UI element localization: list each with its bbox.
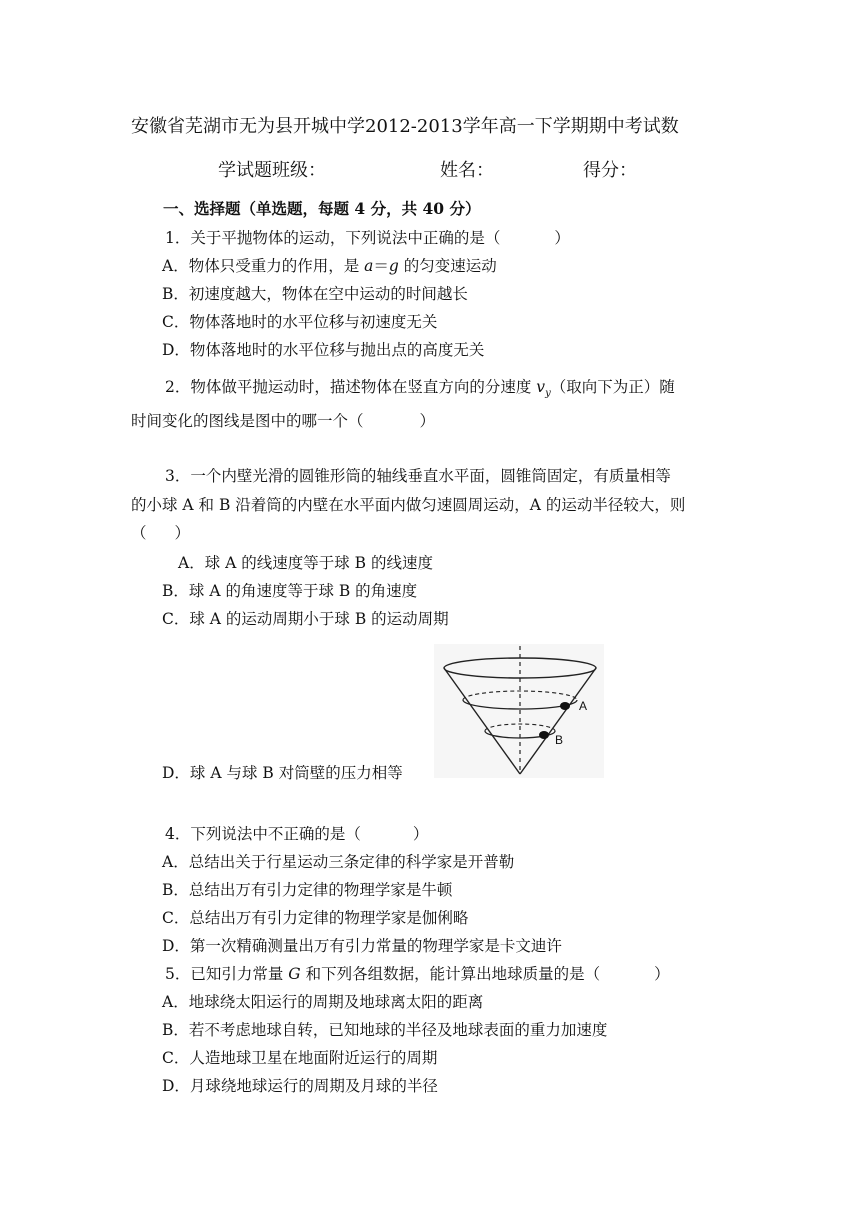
question-2-stem xyxy=(165,376,675,405)
option-text: A．物体只受重力的作用，是 xyxy=(162,257,365,275)
title-continuation: 学试题 xyxy=(218,160,272,181)
option-text: 的匀变速运动 xyxy=(398,257,497,275)
equals-sign: ＝ xyxy=(373,257,389,275)
cone-diagram xyxy=(434,644,604,778)
subscript-y: y xyxy=(545,388,551,400)
question-1-option-c: C．物体落地时的水平位移与初速度无关 xyxy=(162,313,438,331)
question-3-stem: 3．一个内壁光滑的圆锥形筒的轴线垂直水平面，圆锥筒固定，有质量相等 xyxy=(165,467,671,485)
question-stem-text: 1．关于平抛物体的运动，下列说法中正确的是（ xyxy=(165,229,501,247)
label-b: B xyxy=(555,733,564,747)
section-heading: 一、选择题（单选题，每题 4 分，共 40 分） xyxy=(163,199,481,218)
score-label: 得分： xyxy=(583,160,637,181)
paren-close: ） xyxy=(554,229,570,247)
question-4-option-a: A．总结出关于行星运动三条定律的科学家是开普勒 xyxy=(162,853,515,871)
question-1-option-a xyxy=(162,255,497,277)
question-stem-text: 2．物体做平抛运动时，描述物体在竖直方向的分速度 xyxy=(165,378,537,396)
question-5-option-a: A．地球绕太阳运行的周期及地球离太阳的距离 xyxy=(162,993,484,1011)
cone-figure xyxy=(434,644,604,778)
variable-v: v xyxy=(536,378,546,396)
question-stem-text: 和下列各组数据，能计算出地球质量的是（ xyxy=(300,965,601,983)
question-3-option-a: A．球 A 的线速度等于球 B 的线速度 xyxy=(178,554,433,572)
question-3-option-d: D．球 A 与球 B 对筒壁的压力相等 xyxy=(162,764,403,782)
question-5-option-c: C．人造地球卫星在地面附近运行的周期 xyxy=(162,1049,438,1067)
question-5-option-d: D．月球绕地球运行的周期及月球的半径 xyxy=(162,1077,438,1095)
paren-open: （ xyxy=(131,524,147,542)
name-label: 姓名： xyxy=(440,160,494,181)
variable-g-const: G xyxy=(288,965,301,983)
label-a: A xyxy=(579,699,588,713)
question-1-option-d: D．物体落地时的水平位移与抛出点的高度无关 xyxy=(162,341,485,359)
paren-close: ） xyxy=(654,965,670,983)
question-3-option-c: C．球 A 的运动周期小于球 B 的运动周期 xyxy=(162,610,449,628)
question-3-stem-line2: 的小球 A 和 B 沿着筒的内壁在水平面内做匀速圆周运动，A 的运动半径较大，则 xyxy=(131,496,686,514)
question-3-option-b: B．球 A 的角速度等于球 B 的角速度 xyxy=(162,582,418,600)
question-stem-text: 5．已知引力常量 xyxy=(165,965,289,983)
paren-close: ） xyxy=(419,412,436,430)
question-3-paren xyxy=(131,522,190,544)
cone-side-left xyxy=(444,668,520,774)
question-5-stem xyxy=(165,963,670,985)
question-1-option-b: B．初速度越大，物体在空中运动的时间越长 xyxy=(162,285,468,303)
paren-close: ） xyxy=(174,524,191,542)
paren-close: ） xyxy=(412,825,429,843)
variable-a: a xyxy=(364,257,374,275)
document-title: 安徽省芜湖市无为县开城中学2012-2013学年高一下学期期中考试数 xyxy=(131,116,679,137)
question-stem-text: 时间变化的图线是图中的哪一个（ xyxy=(131,412,364,430)
question-5-option-b: B．若不考虑地球自转，已知地球的半径及地球表面的重力加速度 xyxy=(162,1021,608,1039)
ball-b xyxy=(539,731,549,739)
question-4-option-b: B．总结出万有引力定律的物理学家是牛顿 xyxy=(162,881,453,899)
question-4-option-d: D．第一次精确测量出万有引力常量的物理学家是卡文迪许 xyxy=(162,937,562,955)
question-4-stem xyxy=(165,823,428,845)
variable-g: g xyxy=(388,257,399,275)
question-1-stem xyxy=(165,227,570,249)
cone-rim xyxy=(444,658,596,678)
cone-side-right xyxy=(520,668,596,774)
question-stem-text: 4．下列说法中不正确的是（ xyxy=(165,825,361,843)
question-stem-text: （取向下为正）随 xyxy=(550,378,675,396)
document-title-continued xyxy=(218,160,326,182)
ball-a xyxy=(560,702,570,710)
question-4-option-c: C．总结出万有引力定律的物理学家是伽俐略 xyxy=(162,909,469,927)
class-label: 班级： xyxy=(272,160,326,181)
question-2-stem-line2 xyxy=(131,410,435,432)
